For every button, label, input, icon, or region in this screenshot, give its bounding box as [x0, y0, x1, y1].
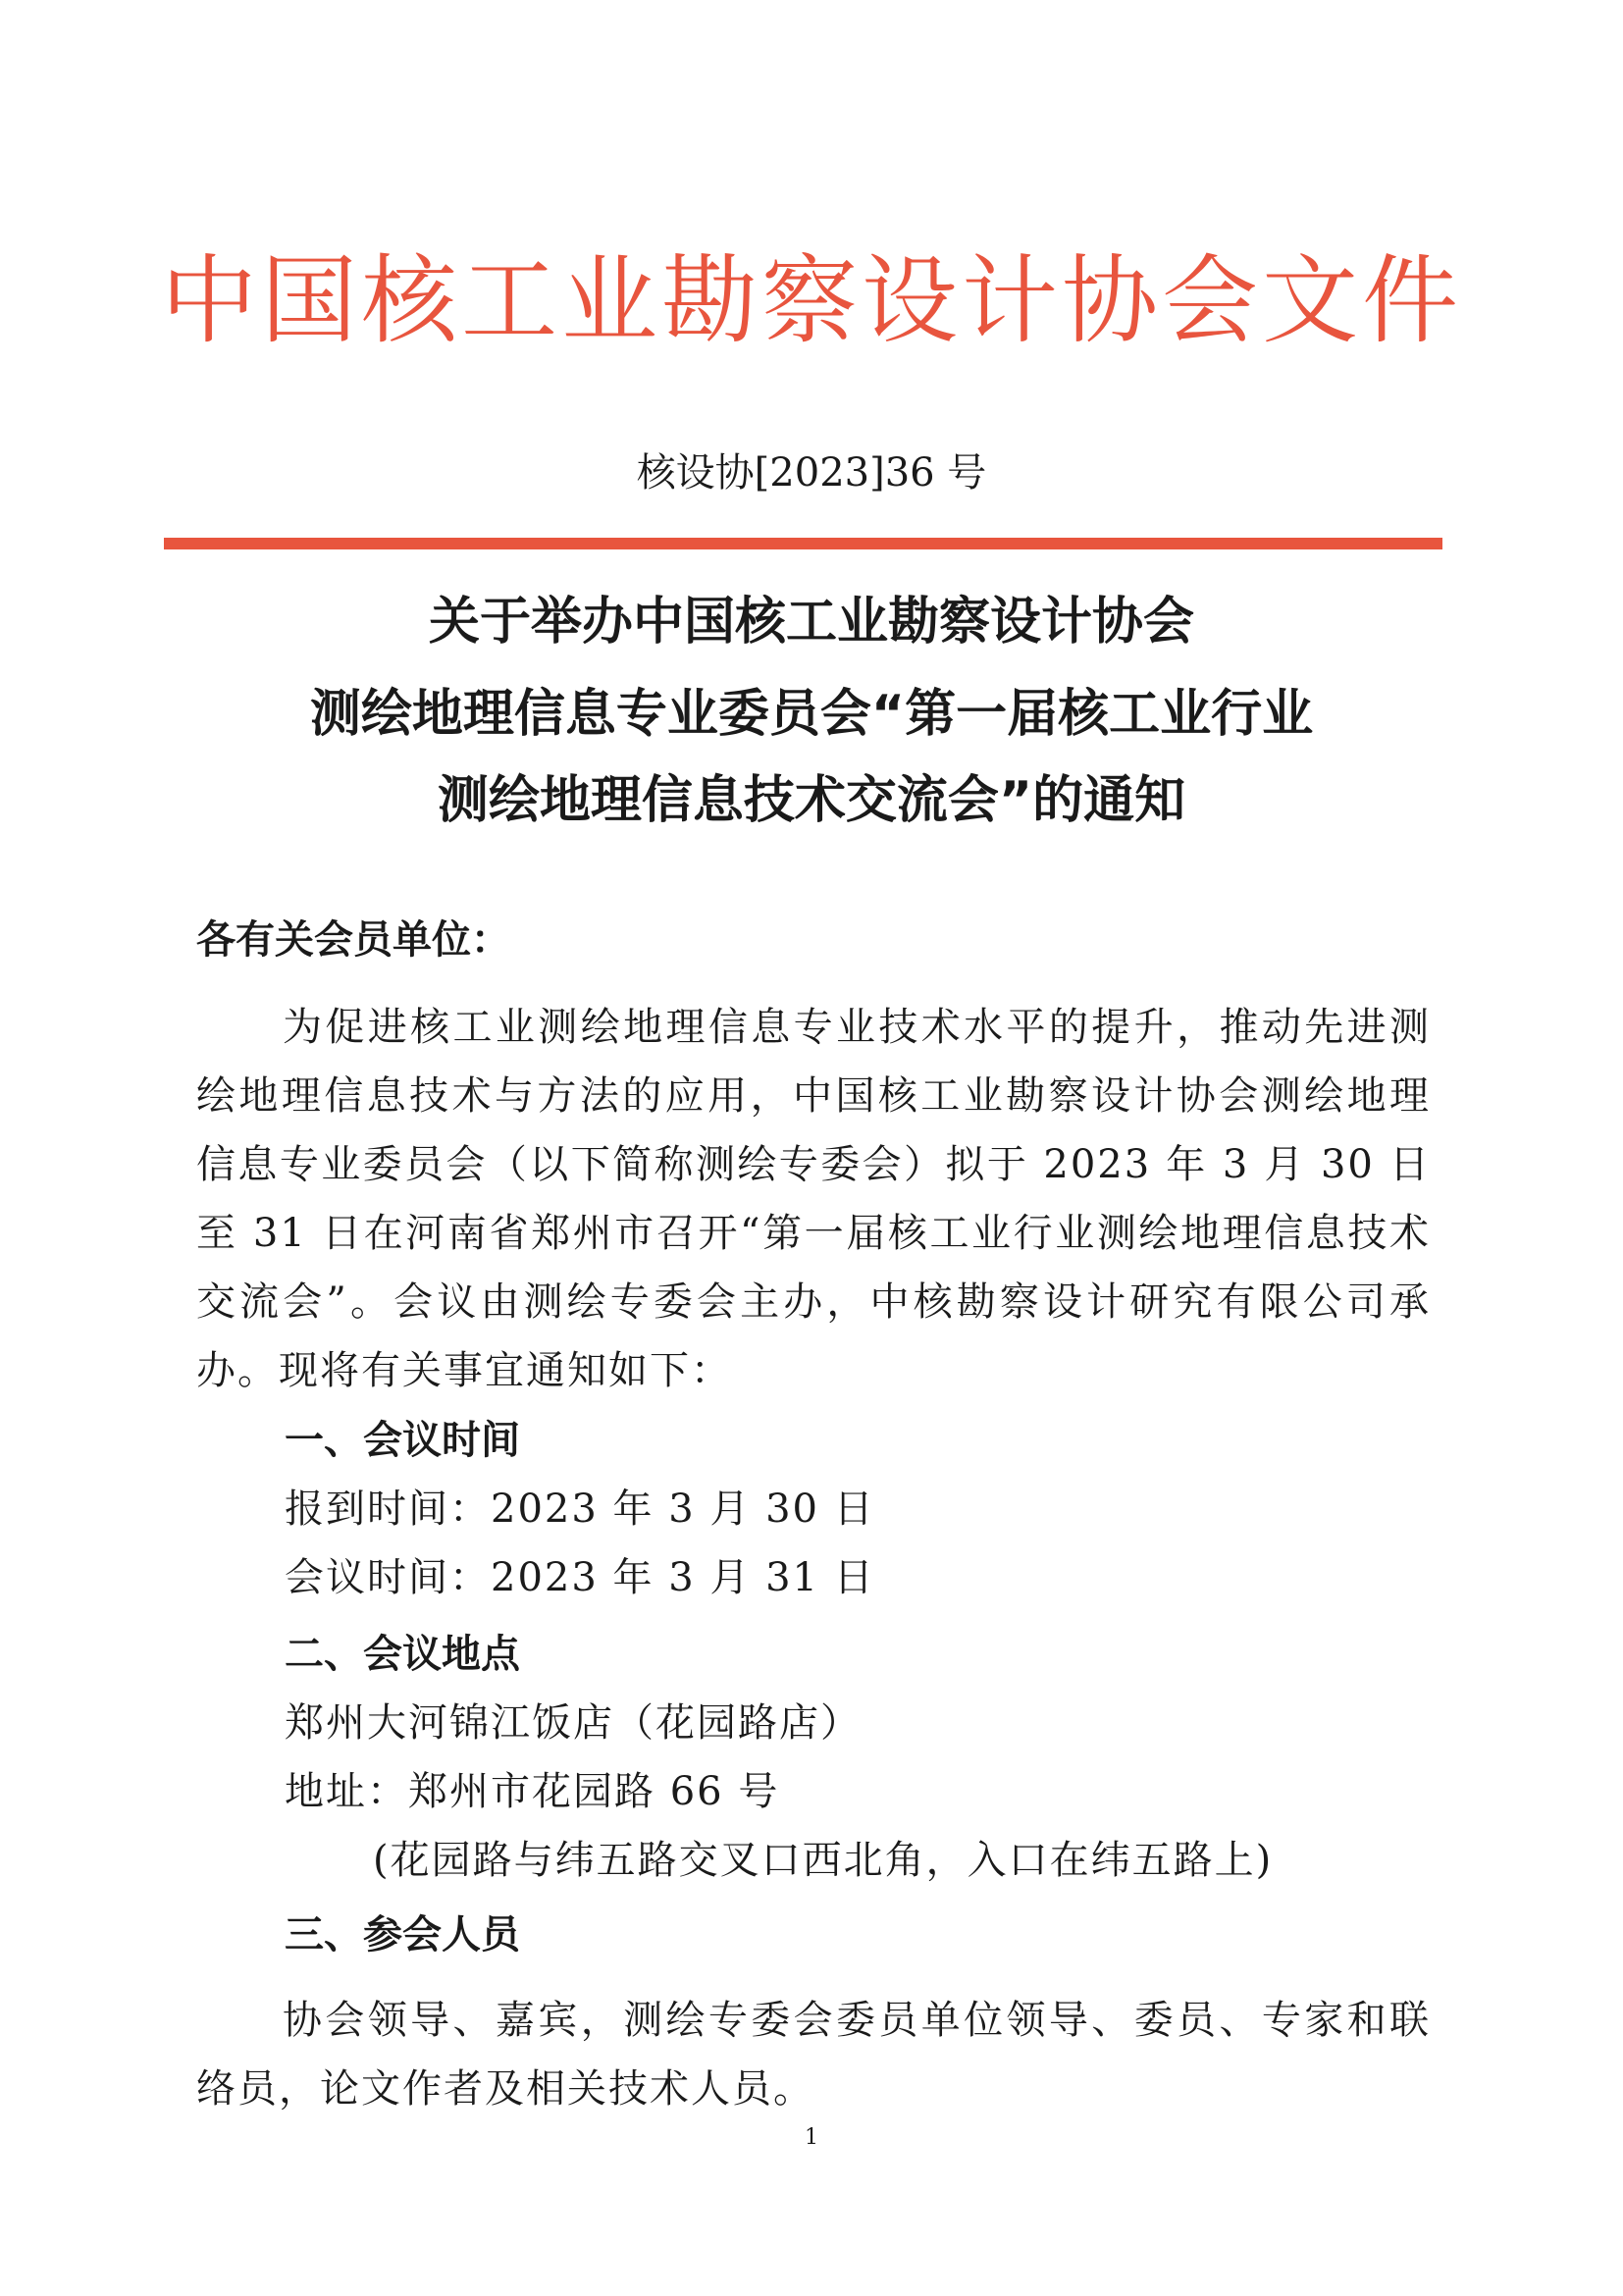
venue-hotel: 郑州大河锦江饭店（花园路店）	[285, 1700, 862, 1746]
section-heading-time: 一、会议时间	[285, 1418, 520, 1463]
meeting-time: 会议时间：2023 年 3 月 31 日	[285, 1555, 875, 1600]
intro-paragraph: 为促进核工业测绘地理信息专业技术水平的提升，推动先进测绘地理信息技术与方法的应用，中国核工业勘察设计协会测绘地理信息专业委员会（以下简称测绘专委会）拟于 2023 年 3 月 30 日至 31 日在河南省郑州市召开“第一届核工业行业测绘地理信息技术交流会”。会议由测绘专委会主办，中核勘察设计研究有限公司承办。现将有关事宜通知如下：	[196, 1005, 1431, 1393]
notice-title-line-2: 测绘地理信息专业委员会“第一届核工业行业	[309, 685, 1314, 744]
document-header-title: 中国核工业勘察设计协会文件	[160, 245, 1462, 357]
page-number: 1	[805, 2125, 818, 2150]
section-heading-attendees: 三、参会人员	[285, 1912, 520, 1957]
attendees-paragraph: 协会领导、嘉宾，测绘专委会委员单位领导、委员、专家和联络员，论文作者及相关技术人员。	[196, 1998, 1431, 2112]
section-heading-venue: 二、会议地点	[285, 1632, 520, 1677]
red-divider-line	[164, 538, 1442, 549]
venue-address: 地址：郑州市花园路 66 号	[285, 1769, 780, 1814]
venue-directions-note: (花园路与纬五路交叉口西北角，入口在纬五路上)	[373, 1838, 1274, 1883]
notice-title-line-1: 关于举办中国核工业勘察设计协会	[428, 593, 1194, 652]
registration-time: 报到时间：2023 年 3 月 30 日	[285, 1487, 875, 1532]
notice-title-line-3: 测绘地理信息技术交流会”的通知	[437, 771, 1186, 830]
salutation: 各有关会员单位：	[196, 917, 510, 963]
document-number: 核设协[2023]36 号	[636, 450, 987, 496]
